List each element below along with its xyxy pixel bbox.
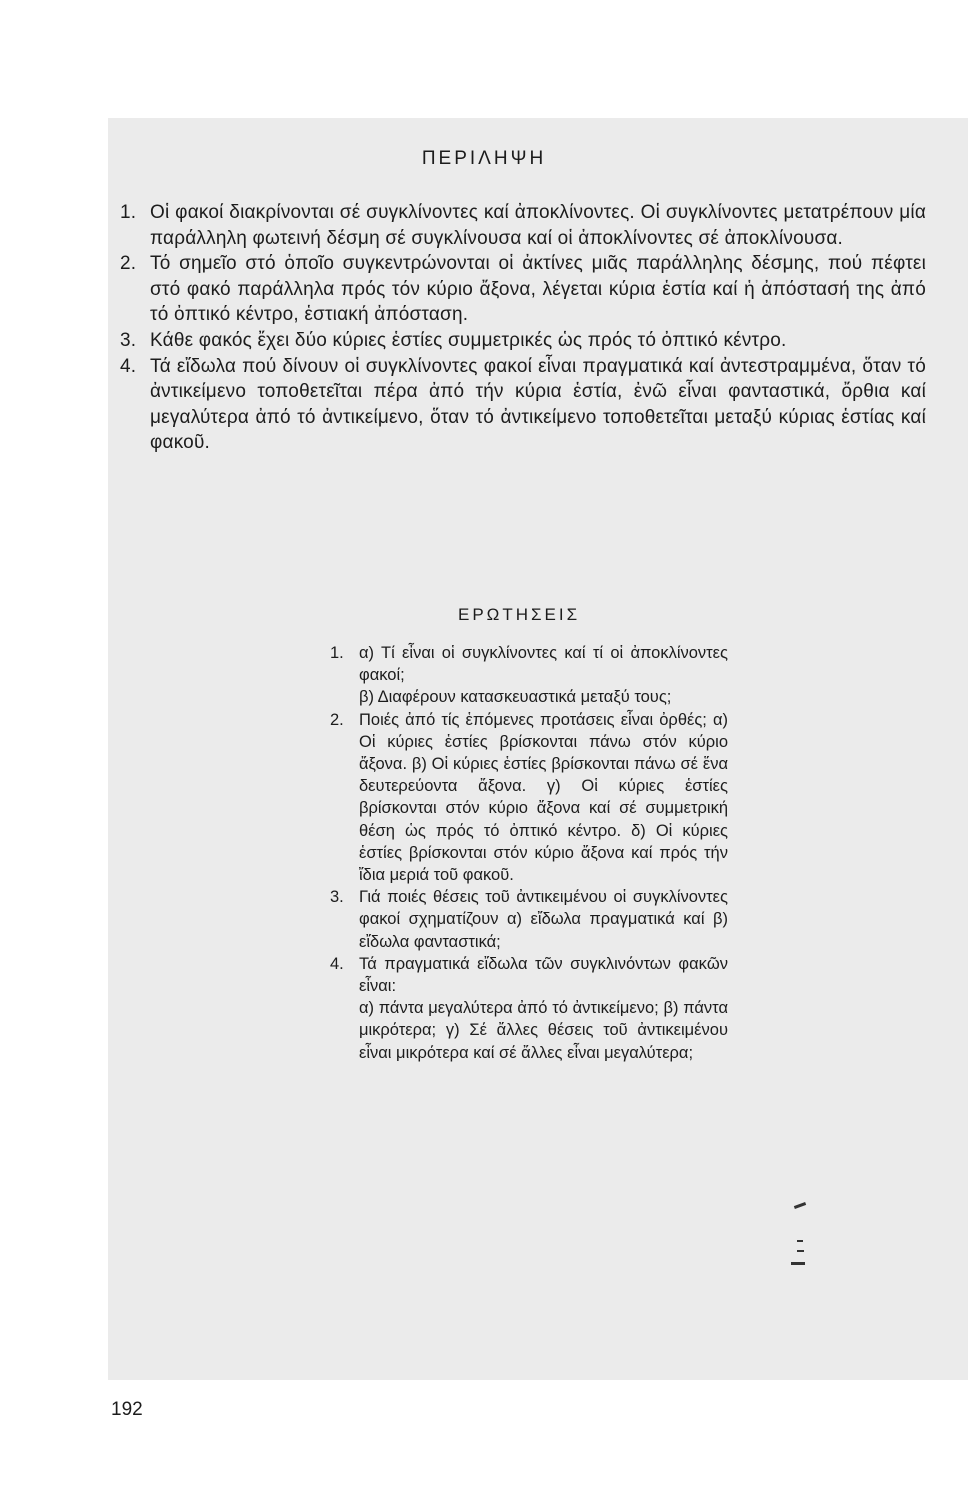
scan-speck <box>797 1250 804 1252</box>
summary-item <box>120 251 926 328</box>
question-text: Ποιές ἀπό τίς ἑπόμενες προτάσεις εἶναι ὀρθές; α) Οἱ κύριες ἑστίες βρίσκονται πάνω στόν κύριο ἄξονα. β) Οἱ κύριες ἑστίες βρίσκονται πάνω σέ ἕνα δευτερεύοντα ἄξονα. γ) Οἱ κύριες ἑστίες βρίσκονται στόν κύριο ἄξονα καί σέ συμμετρική θέση ὡς πρός τό ὀπτικό κέντρο. δ) Οἱ κύριες ἑστίες βρίσκονται στόν κύριο ἄξονα καί πρός τήν ἴδια μεριά τοῦ φακοῦ. <box>359 710 728 885</box>
question-item <box>330 953 728 1064</box>
summary-item-number: 2. <box>120 253 137 275</box>
question-number: 1. <box>330 644 344 662</box>
summary-item-number: 4. <box>120 355 137 377</box>
summary-list <box>120 200 926 456</box>
questions-title: ΕΡΩΤΗΣΕΙΣ <box>458 605 581 624</box>
summary-item <box>120 328 926 354</box>
summary-item-text: Τό σημεῖο στό ὁποῖο συγκεντρώνονται οἱ ἀκτίνες μιᾶς παράλληλης δέσμης, πού πέφτει στό φακό παράλληλα πρός τόν κύριο ἄξονα, λέγεται κύρια ἑστία καί ἡ ἀπόστασή της ἀπό τό ὀπτικό κέντρο, ἑστιακή ἀπόσταση. <box>150 253 926 326</box>
question-text: Γιά ποιές θέσεις τοῦ ἀντικειμένου οἱ συγκλίνοντες φακοί σχηματίζουν α) εἴδωλα πραγματικά καί β) εἴδωλα φανταστικά; <box>359 888 728 951</box>
question-number: 2. <box>330 710 344 729</box>
summary-item-text: Κάθε φακός ἔχει δύο κύριες ἑστίες συμμετρικές ὡς πρός τό ὀπτικό κέντρο. <box>150 329 787 351</box>
question-intro: Τά πραγματικά εἴδωλα τῶν συγκλινόντων φακῶν εἶναι: <box>359 954 728 996</box>
page-number: 192 <box>111 1399 143 1420</box>
questions-list <box>330 642 728 1064</box>
question-number: 3. <box>330 888 344 907</box>
scan-speck <box>797 1240 803 1242</box>
summary-item-number: 3. <box>120 329 137 351</box>
question-number: 4. <box>330 954 344 973</box>
summary-item <box>120 354 926 456</box>
page-title: ΠΕΡΙΛΗΨΗ <box>421 148 547 169</box>
question-item <box>330 642 728 709</box>
summary-item <box>120 200 926 251</box>
question-item <box>330 709 728 887</box>
question-options: α) πάντα μεγαλύτερα ἀπό τό ἀντικείμενο; β) πάντα μικρότερα; γ) Σέ ἄλλες θέσεις τοῦ ἀντικειμένου εἶναι μικρότερα καί σέ ἄλλες εἶναι μεγαλύτερα; <box>359 999 728 1062</box>
question-part-b: β) Διαφέρουν κατασκευαστικά μεταξύ τους; <box>359 688 672 707</box>
question-part-a: α) Τί εἶναι οἱ συγκλίνοντες καί τί οἱ ἀποκλίνοντες φακοί; <box>359 644 728 685</box>
scan-speck <box>791 1262 805 1265</box>
summary-item-number: 1. <box>120 202 137 223</box>
summary-item-text: Τά εἴδωλα πού δίνουν οἱ συγκλίνοντες φακοί εἶναι πραγματικά καί ἀντεστραμμένα, ὅταν τό ἀντικείμενο τοποθετεῖται πέρα ἀπό τήν κύρια ἑστία, ἐνῶ εἶναι φανταστικά, ὄρθια καί μεγαλύτερα ἀπό τό ἀντικείμενο, ὅταν τό ἀντικείμενο τοποθετεῖται μεταξύ κύριας ἑστίας καί φακοῦ. <box>150 355 926 454</box>
question-item <box>330 886 728 953</box>
summary-item-text: Οἱ φακοί διακρίνονται σέ συγκλίνοντες καί ἀποκλίνοντες. Οἱ συγκλίνοντες μετατρέπουν μία παράλληλη φωτεινή δέσμη σέ συγκλίνουσα καί οἱ ἀποκλίνοντες σέ ἀποκλίνουσα. <box>150 202 926 249</box>
